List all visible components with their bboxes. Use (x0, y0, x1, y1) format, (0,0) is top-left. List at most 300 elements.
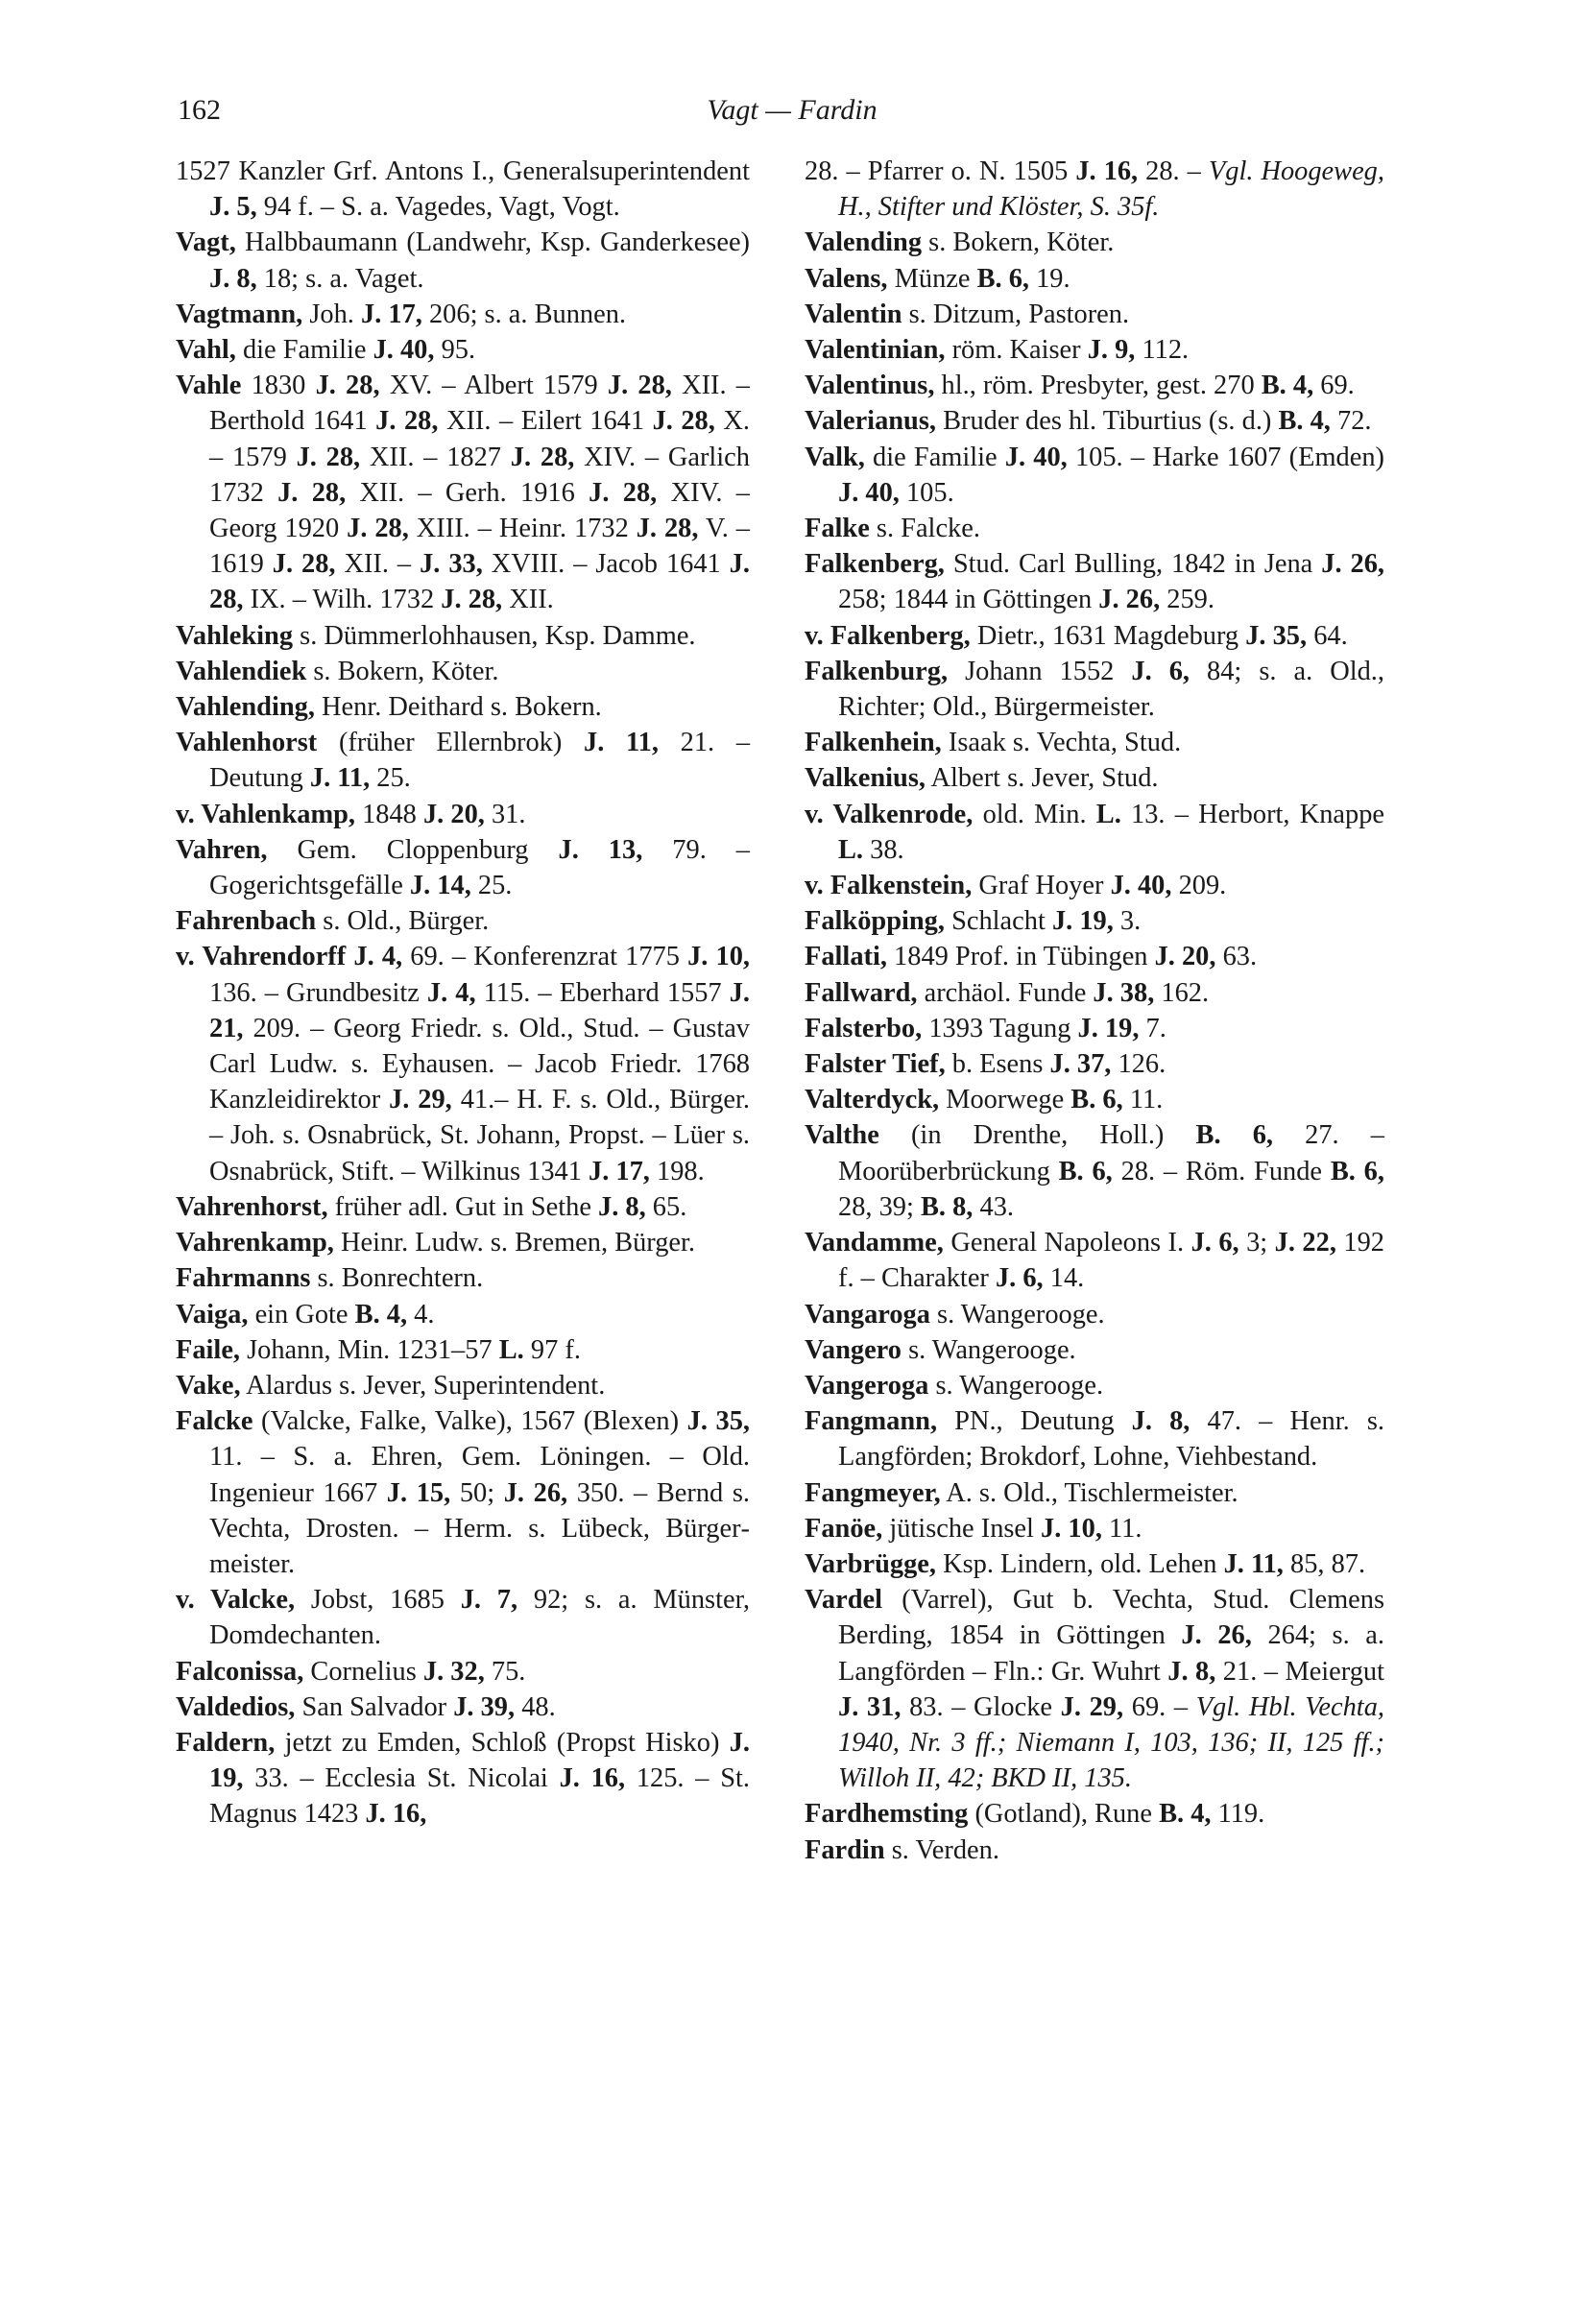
entry-text: röm. Kaiser (945, 335, 1088, 366)
entry-keyword: L. (498, 1334, 524, 1365)
index-entry (805, 725, 1384, 760)
entry-keyword: J. 35, (1245, 620, 1308, 651)
entry-text: 64. (1307, 620, 1348, 651)
entry-keyword: J. 37, (1049, 1049, 1112, 1080)
entry-keyword: J. 8, (209, 263, 257, 294)
index-entry (176, 1332, 750, 1368)
entry-text: 264; s. a. Langförden – Fln.: Gr. Wuhrt (838, 1620, 1384, 1687)
entry-text: (früher Ellernbrok) (317, 728, 585, 758)
entry-keyword: J. 8, (598, 1191, 646, 1222)
running-head: Vagt — Fardin (707, 94, 878, 126)
entry-text: 105. (899, 477, 954, 508)
entry-text: 50; (450, 1477, 504, 1508)
entry-keyword: J. 19, (209, 1727, 750, 1794)
entry-text: 27. – Moorüberbrückung (838, 1120, 1384, 1186)
entry-keyword: J. 28, (589, 477, 658, 508)
entry-keyword: v. Vahrendorff (176, 942, 347, 972)
entry-keyword: Vagtmann, (176, 299, 303, 329)
index-entry (176, 654, 750, 689)
entry-text: Bruder des hl. Tiburtius (s. d.) (936, 406, 1279, 437)
entry-keyword: Valending (805, 228, 923, 258)
entry-text: Jobst, 1685 (295, 1585, 461, 1616)
entry-keyword: J. 7, (460, 1585, 518, 1616)
index-entry (176, 1654, 750, 1689)
entry-text: b. Esens (945, 1049, 1050, 1080)
entry-text: archäol. Funde (917, 977, 1094, 1008)
entry-reference: Vgl. Hoogeweg, H., Stifter und Klöster, S. 35f. (838, 156, 1384, 223)
entry-keyword: J. 17, (589, 1156, 650, 1186)
entry-text: 63. (1215, 942, 1258, 972)
index-entry (805, 1368, 1384, 1403)
index-entry (176, 1689, 750, 1725)
entry-keyword: B. 4, (1261, 371, 1314, 401)
index-entry (176, 332, 750, 368)
entry-keyword: J. 40, (373, 335, 435, 366)
index-entry (805, 546, 1384, 617)
entry-text: 206; s. a. Bunnen. (421, 299, 627, 329)
index-entry (805, 1833, 1384, 1868)
index-entry (805, 1796, 1384, 1832)
entry-keyword: J. 16, (365, 1799, 427, 1830)
entry-text: 75. (484, 1656, 526, 1687)
entry-keyword: J. 28, (510, 442, 575, 472)
entry-keyword: J. 22, (1274, 1228, 1336, 1258)
entry-keyword: Vahl, (176, 335, 236, 366)
entry-text: XII. – Eilert 1641 (438, 406, 653, 437)
entry-text: 97 f. (523, 1334, 581, 1365)
entry-text: 11. – S. a. Ehren, Gem. Löningen. – Old. Ingenieur 1667 (209, 1442, 750, 1508)
entry-keyword: J. 28, (652, 406, 715, 437)
entry-keyword: Vahlenhorst (176, 728, 318, 758)
entry-keyword: J. 33, (420, 549, 483, 580)
entry-text: Heinr. Ludw. s. Bremen, Bürger. (333, 1228, 696, 1258)
entry-text: Halbbaumann (Landwehr, Ksp. Ganderkesee) (235, 228, 750, 258)
entry-keyword: J. 17, (361, 299, 422, 329)
entry-text: 1393 Tagung (922, 1013, 1078, 1043)
entry-text: 21. – Deutung (209, 728, 751, 794)
page-number: 162 (178, 94, 221, 126)
index-entry (805, 1297, 1384, 1332)
entry-keyword: J. 28, (277, 477, 347, 508)
entry-text: 33. – Ecclesia St. Nicolai (243, 1763, 560, 1794)
entry-keyword: Vahleking (176, 620, 294, 651)
entry-keyword: J. 28, (607, 371, 672, 401)
index-entry (805, 654, 1384, 725)
entry-keyword: J. 28, (441, 585, 503, 615)
entry-keyword: B. 6, (1058, 1156, 1113, 1186)
entry-keyword: Fallward, (805, 977, 918, 1008)
entry-text: s. Ditzum, Pastoren. (902, 299, 1130, 329)
index-entry (805, 975, 1384, 1011)
index-entry (805, 154, 1384, 225)
entry-text: s. Falcke. (869, 514, 980, 544)
entry-text: 1848 (355, 799, 423, 829)
entry-text: 28. – (1138, 156, 1209, 186)
index-entry (176, 368, 750, 617)
entry-keyword: Valterdyck, (805, 1085, 940, 1115)
entry-text: Alardus s. Jever, Superintendent. (240, 1370, 606, 1401)
entry-keyword: Falkenhein, (805, 728, 942, 758)
entry-text: 1527 Kanzler Grf. Antons I., Generalsuperintendent (176, 156, 750, 186)
index-entry (805, 1011, 1384, 1046)
entry-keyword: Falsterbo, (805, 1013, 923, 1043)
index-entry (805, 403, 1384, 439)
entry-keyword: J. 21, (209, 977, 751, 1043)
entry-keyword: J. 28, (636, 514, 699, 544)
entry-text: 25. (370, 763, 411, 794)
entry-text: XII. – Berthold 1641 (209, 371, 751, 437)
entry-keyword: Vandamme, (805, 1228, 944, 1258)
entry-keyword: J. 11, (1223, 1548, 1284, 1579)
entry-keyword: Vangaroga (805, 1299, 930, 1330)
entry-keyword: B. 4, (354, 1299, 408, 1330)
index-entry (176, 618, 750, 654)
index-entry (805, 332, 1384, 368)
entry-text: XII. – 1827 (360, 442, 511, 472)
entry-text: Isaak s. Vechta, Stud. (941, 728, 1182, 758)
entry-text: PN., Deutung (937, 1406, 1132, 1437)
entry-text: 18; s. a. Vaget. (256, 263, 424, 294)
entry-text: ein Gote (248, 1299, 355, 1330)
index-entry (176, 797, 750, 832)
entry-keyword: J. 31, (838, 1691, 902, 1722)
entry-keyword: Vangeroga (805, 1370, 929, 1401)
index-entry (805, 1046, 1384, 1082)
index-entry (176, 1403, 750, 1582)
index-entry (176, 689, 750, 725)
entry-text: 69. – (1123, 1691, 1196, 1722)
entry-keyword: J. 6, (995, 1263, 1044, 1294)
entry-keyword: Vangero (805, 1334, 902, 1365)
entry-keyword: Fahrenbach (176, 906, 317, 937)
entry-keyword: v. Falkenstein, (805, 871, 973, 901)
entry-keyword: J. 9, (1087, 335, 1136, 366)
index-entry (805, 1403, 1384, 1474)
entry-text: 162. (1154, 977, 1210, 1008)
entry-keyword: J. 4, (353, 942, 403, 972)
entry-text: 25. (470, 871, 513, 901)
entry-keyword: Valens, (805, 263, 888, 294)
right-column (805, 154, 1384, 1868)
entry-text: old. Min. (973, 799, 1096, 829)
entry-keyword: B. 6, (1070, 1085, 1123, 1115)
entry-keyword: J. 39, (453, 1691, 516, 1722)
entry-text: jetzt zu Emden, Schloß (Propst Hisko) (275, 1727, 730, 1758)
entry-keyword: B. 4, (1159, 1799, 1212, 1830)
entry-text: s. Wangerooge. (928, 1370, 1104, 1401)
entry-text: Schlacht (944, 906, 1052, 937)
entry-keyword: Vahrenkamp, (176, 1228, 334, 1258)
entry-keyword: J. 15, (386, 1477, 451, 1508)
index-entry (805, 939, 1384, 974)
entry-keyword: Valk, (805, 442, 865, 472)
entry-text: XVIII. – Jacob 1641 (482, 549, 730, 580)
entry-text: s. Wangerooge. (901, 1334, 1076, 1365)
entry-keyword: v. Vahlenkamp, (176, 799, 355, 829)
entry-keyword: J. 11, (309, 763, 371, 794)
entry-keyword: J. 4, (426, 977, 476, 1008)
entry-text: 259. (1160, 585, 1214, 615)
entry-text: die Familie (235, 335, 373, 366)
entry-text: General Napoleons I. (943, 1228, 1191, 1258)
entry-keyword: Fardin (805, 1834, 885, 1865)
entry-text: 119. (1211, 1799, 1265, 1830)
entry-keyword: J. 38, (1093, 977, 1155, 1008)
entry-keyword: Vake, (176, 1370, 241, 1401)
entry-keyword: J. 28, (272, 549, 336, 580)
entry-keyword: Faldern, (176, 1727, 276, 1758)
index-entry (805, 225, 1384, 260)
entry-text: 105. – Harke 1607 (Emden) (1067, 442, 1384, 472)
entry-keyword: J. 26, (1181, 1620, 1252, 1651)
entry-text: Gem. Cloppenburg (267, 834, 559, 865)
entry-keyword: Falster Tief, (805, 1049, 946, 1080)
entry-text: 38. (863, 834, 904, 865)
index-entry (805, 368, 1384, 403)
entry-text: Stud. Carl Bulling, 1842 in Jena (944, 549, 1322, 580)
entry-text: 209. (1171, 871, 1227, 901)
entry-keyword: J. 28, (347, 514, 409, 544)
entry-keyword: J. 29, (1060, 1691, 1124, 1722)
entry-text: Albert s. Jever, Stud. (925, 763, 1159, 794)
index-entry (176, 1582, 750, 1653)
entry-keyword: B. 6, (1195, 1120, 1273, 1151)
index-entry (805, 440, 1384, 511)
entry-text: 3. (1113, 906, 1142, 937)
entry-text: jütische Insel (882, 1513, 1042, 1544)
entry-text: 47. – Henr. s. Langförden; Brokdorf, Lohne, Viehbestand. (838, 1406, 1384, 1473)
entry-text: 28. – Pfarrer o. N. 1505 (805, 156, 1076, 186)
entry-keyword: Fangmeyer, (805, 1477, 941, 1508)
entry-text: 209. – Georg Friedr. s. Old., Stud. – Gustav Carl Ludw. s. Eyhausen. – Jacob Friedr. 1768 Kanzleidirektor (209, 1013, 750, 1115)
entry-text: 112. (1135, 335, 1190, 366)
entry-text: 84; s. a. Old., Richter; Old., Bürgermeister. (838, 656, 1384, 723)
entry-text: 83. – Glocke (901, 1691, 1061, 1722)
entry-keyword: Faile, (176, 1334, 241, 1365)
index-entry (176, 832, 750, 903)
entry-text: 7. (1139, 1013, 1166, 1043)
entry-text: 115. – Eberhard 1557 (475, 977, 730, 1008)
entry-keyword: J. 28, (375, 406, 439, 437)
entry-text: Johann 1552 (948, 656, 1132, 686)
entry-text: XII. – Gerh. 1916 (346, 477, 589, 508)
index-entry (176, 903, 750, 939)
entry-keyword: J. 6, (1190, 1228, 1239, 1258)
entry-text: 79. – Gogerichtsgefälle (209, 834, 750, 901)
entry-keyword: J. 16, (1075, 156, 1139, 186)
entry-keyword: J. 5, (209, 192, 257, 223)
entry-text: Cornelius (303, 1656, 423, 1687)
entry-keyword: J. 32, (422, 1656, 485, 1687)
entry-keyword: Valdedios, (176, 1691, 296, 1722)
index-entry (176, 1368, 750, 1403)
entry-text: 3; (1238, 1228, 1275, 1258)
entry-keyword: L. (1095, 799, 1121, 829)
entry-text: A. s. Old., Tischlermeister. (940, 1477, 1238, 1508)
entry-keyword: Valentinian, (805, 335, 946, 366)
entry-text: (Valcke, Falke, Valke), 1567 (Blexen) (252, 1406, 687, 1437)
index-entry (805, 1511, 1384, 1546)
index-entry (805, 297, 1384, 332)
index-entry (805, 1117, 1384, 1225)
entry-keyword: Falconissa, (176, 1656, 304, 1687)
entry-text: 136. – Grundbesitz (209, 977, 427, 1008)
entry-text: XIV. – Georg 1920 (209, 477, 750, 544)
index-entry (805, 1082, 1384, 1117)
entry-keyword: Fallati, (805, 942, 887, 972)
entry-text: XII. – (335, 549, 421, 580)
entry-keyword: J. 19, (1051, 906, 1114, 937)
entry-text: 48. (515, 1691, 556, 1722)
index-entry (176, 297, 750, 332)
index-entry (805, 797, 1384, 868)
index-entry (805, 1475, 1384, 1511)
entry-keyword: J. 28, (209, 549, 750, 615)
entry-text: 31. (484, 799, 526, 829)
index-entry (805, 1225, 1384, 1296)
entry-text: IX. – Wilh. 1732 (243, 585, 442, 615)
entry-text: Münze (887, 263, 977, 294)
entry-text: Joh. (302, 299, 361, 329)
entry-text: 4. (407, 1299, 435, 1330)
entry-keyword: Falkenberg, (805, 549, 945, 580)
entry-keyword: J. 26, (1321, 549, 1384, 580)
entry-keyword: J. 16, (559, 1763, 626, 1794)
entry-keyword: J. 20, (1154, 942, 1216, 972)
index-entry (176, 725, 750, 796)
entry-keyword: Valentinus, (805, 371, 935, 401)
index-entry (176, 154, 750, 225)
index-entry (805, 868, 1384, 903)
entry-text: XIII. – Heinr. 1732 (408, 514, 637, 544)
entry-text: früher adl. Gut in Sethe (327, 1191, 599, 1222)
entry-keyword: B. 6, (976, 263, 1030, 294)
entry-text: 28, 39; (838, 1191, 921, 1222)
entry-keyword: J. 28, (296, 442, 361, 472)
entry-keyword: Falcke (176, 1406, 253, 1437)
entry-text: 95. (434, 335, 476, 366)
entry-text: 65. (645, 1191, 687, 1222)
entry-keyword: Vahren, (176, 834, 268, 865)
index-entry (176, 1297, 750, 1332)
entry-keyword: v. Falkenberg, (805, 620, 971, 651)
entry-text: V. – 1619 (209, 514, 750, 580)
entry-text: (Varrel), Gut b. Vechta, Stud. Clemens Berding, 1854 in Göttingen (838, 1585, 1384, 1651)
entry-text: 21. – Meiergut (1215, 1656, 1385, 1687)
entry-text: 28. – Röm. Funde (1112, 1156, 1331, 1186)
index-entry (805, 760, 1384, 796)
entry-text: 13. – Herbort, Knappe (1120, 799, 1385, 829)
entry-keyword: Vaiga, (176, 1299, 249, 1330)
entry-text: 126. (1111, 1049, 1166, 1080)
entry-text: 72. (1330, 406, 1372, 437)
entry-text: 11. (1122, 1085, 1164, 1115)
entry-keyword: J. 8, (1167, 1656, 1216, 1687)
entry-keyword: L. (838, 834, 864, 865)
index-entry (176, 1189, 750, 1225)
entry-keyword: Valerianus, (805, 406, 936, 437)
entry-text: Graf Hoyer (972, 871, 1111, 901)
entry-keyword: J. 10, (1041, 1513, 1102, 1544)
entry-text: 43. (973, 1191, 1014, 1222)
entry-text: s. Bonrechtern. (310, 1263, 484, 1294)
entry-text: 192 f. – Charakter (838, 1228, 1384, 1294)
entry-keyword: Vardel (805, 1585, 882, 1616)
index-entry (805, 1582, 1384, 1796)
entry-keyword: Valthe (805, 1120, 879, 1151)
page-header (178, 94, 1407, 132)
entry-text: 198. (649, 1156, 705, 1186)
entry-text: 41.– H. F. s. Old., Bürger. – Joh. s. Osnabrück, St. Johann, Propst. – Lüer s. Osnabrück, Stift. – Wilkinus 1341 (209, 1085, 750, 1186)
entry-keyword: J. 26, (503, 1477, 568, 1508)
entry-text: 94 f. – S. a. Vagedes, Vagt, Vogt. (256, 192, 620, 223)
index-entry (176, 1225, 750, 1260)
entry-text: s. Old., Bürger. (316, 906, 490, 937)
entry-keyword: Fangmann, (805, 1406, 938, 1437)
entry-text: die Familie (864, 442, 1005, 472)
entry-text: X. – 1579 (209, 406, 750, 472)
entry-keyword: B. 6, (1330, 1156, 1384, 1186)
entry-keyword: J. 10, (687, 942, 750, 972)
entry-text: s. Bokern, Köter. (306, 656, 499, 686)
entry-text: s. Bokern, Köter. (922, 228, 1115, 258)
index-entry (176, 939, 750, 1188)
entry-keyword: Vagt, (176, 228, 236, 258)
index-entry (805, 261, 1384, 297)
entry-text: s. Wangerooge. (929, 1299, 1105, 1330)
entry-text: XII. (502, 585, 554, 615)
entry-keyword: J. 20, (422, 799, 485, 829)
entry-keyword: Falke (805, 514, 870, 544)
entry-reference: Vgl. Hbl. Vechta, 1940, Nr. 3 ff.; Niemann I, 103, 136; II, 125 ff.; Willoh II, 42; BKD II, 135. (838, 1691, 1384, 1794)
entry-keyword: J. 8, (1131, 1406, 1190, 1437)
entry-keyword: J. 35, (686, 1406, 750, 1437)
entry-text: s. Verden. (884, 1834, 999, 1865)
index-entry (805, 1332, 1384, 1368)
entry-keyword: J. 29, (389, 1085, 452, 1115)
left-column (176, 154, 750, 1833)
entry-keyword: Valentin (805, 299, 902, 329)
entry-keyword: J. 40, (1110, 871, 1172, 901)
entry-keyword: J. 40, (838, 477, 900, 508)
entry-text: 14. (1043, 1263, 1085, 1294)
entry-text: San Salvador (295, 1691, 454, 1722)
entry-text: XV. – Albert 1579 (379, 371, 608, 401)
entry-text: Dietr., 1631 Magdeburg (970, 620, 1246, 651)
entry-text: s. Dümmerlohhausen, Ksp. Damme. (293, 620, 696, 651)
entry-text: 125. – St. Magnus 1423 (209, 1763, 750, 1830)
entry-keyword: B. 4, (1278, 406, 1331, 437)
entry-keyword: Fahrmanns (176, 1263, 311, 1294)
entry-keyword: v. Valkenrode, (805, 799, 974, 829)
entry-text: (in Drenthe, Holl.) (878, 1120, 1196, 1151)
entry-text: XIV. – Garlich 1732 (209, 442, 750, 508)
entry-keyword: Vahlending, (176, 692, 315, 723)
entry-keyword: Varbrügge, (805, 1548, 936, 1579)
entry-text: Ksp. Lindern, old. Lehen (935, 1548, 1224, 1579)
entry-keyword: Fardhemsting (805, 1799, 969, 1830)
entry-text: 1830 (241, 371, 316, 401)
entry-keyword: J. 11, (584, 728, 659, 758)
index-entry (176, 225, 750, 296)
index-entry (805, 1546, 1384, 1582)
entry-keyword: J. 26, (1098, 585, 1161, 615)
entry-text: hl., röm. Presbyter, gest. 270 (934, 371, 1262, 401)
entry-text: 11. (1101, 1513, 1142, 1544)
entry-text: 85, 87. (1283, 1548, 1366, 1579)
entry-text: 92; s. a. Münster, Domdechanten. (209, 1585, 750, 1651)
entry-keyword: Falköpping, (805, 906, 945, 937)
